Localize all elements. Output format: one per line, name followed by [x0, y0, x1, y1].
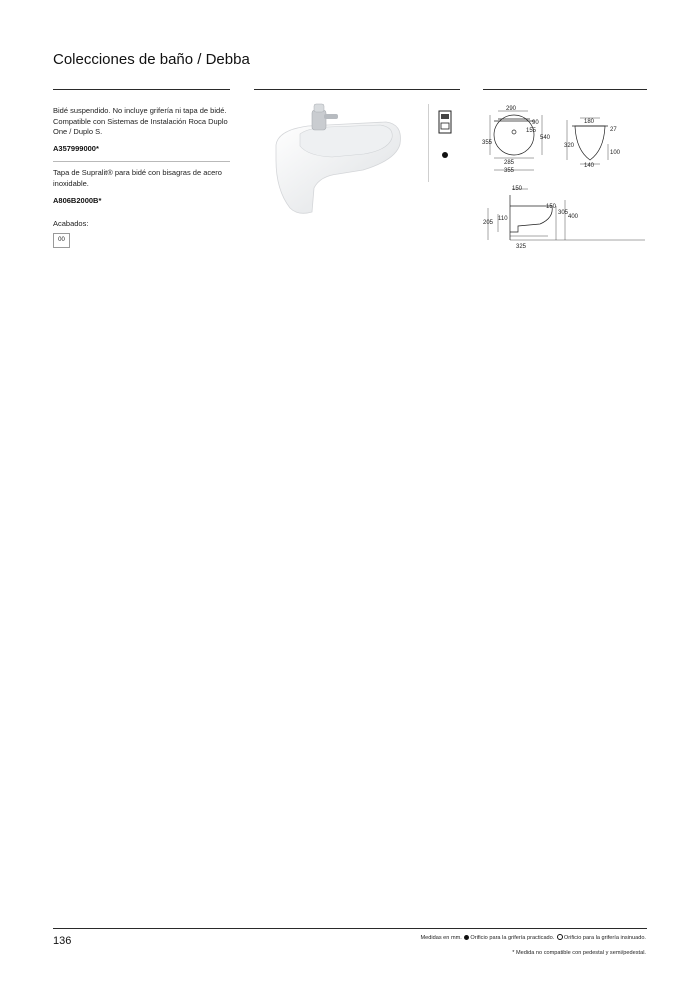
product-description-seat: Tapa de Supralit® para bidé con bisagras de acero inoxidable. [53, 168, 222, 188]
feature-icon-column [428, 104, 461, 182]
legend-drilled: Orificio para la grifería practicado. [470, 935, 555, 941]
dim-side-110: 110 [498, 216, 508, 222]
dim-top-290: 290 [506, 106, 517, 112]
legend [420, 934, 646, 941]
page-number: 136 [53, 935, 72, 947]
dim-side-150-top: 150 [512, 186, 523, 192]
dim-top-355-side: 355 [482, 140, 493, 146]
dim-side-325: 325 [516, 244, 527, 250]
dim-top-155: 155 [526, 128, 537, 134]
tap-hole-drilled-icon [440, 150, 450, 160]
product-code-seat: A806B2000B* [53, 196, 102, 205]
installation-frame-icon [435, 110, 455, 134]
dim-top-90: 90 [532, 120, 539, 126]
column-rule-right [483, 89, 647, 90]
dim-side-205: 205 [483, 220, 494, 226]
dim-side-305: 305 [558, 210, 569, 216]
dim-front-180: 180 [584, 119, 595, 125]
column-rule-middle [254, 89, 460, 90]
dim-front-100: 100 [610, 150, 621, 156]
product-description-bidet: Bidé suspendido. No incluye grifería ni tapa de bidé. Compatible con Sistemas de Instalación Roca Duplo One / Duplo S. [53, 106, 228, 136]
dim-top-540: 540 [540, 135, 551, 141]
product-code-bidet: A357999000* [53, 144, 99, 153]
hollow-circle-icon [557, 934, 563, 940]
footer-rule [53, 928, 647, 929]
finishes-label: Acabados: [53, 219, 89, 228]
dim-top-285: 285 [504, 160, 515, 166]
legend-units: Medidas en mm. [420, 935, 462, 941]
dim-front-320: 320 [564, 143, 575, 149]
page-title: Colecciones de baño / Debba [53, 51, 250, 68]
legend-marked: Orificio para la grifería insinuado. [563, 935, 646, 941]
dim-side-400: 400 [568, 214, 579, 220]
filled-circle-icon [464, 935, 469, 940]
footnote: * Medida no compatible con pedestal y semi/pedestal. [512, 950, 646, 956]
finish-swatch-00[interactable]: 00 [53, 233, 70, 248]
dim-front-27: 27 [610, 127, 617, 133]
column-rule-left [53, 89, 230, 90]
product-separator [53, 161, 230, 162]
bidet-photo [268, 100, 408, 220]
technical-drawings [480, 100, 650, 250]
dim-side-150: 150 [546, 204, 557, 210]
dim-front-140: 140 [584, 163, 595, 169]
dim-top-355: 355 [504, 168, 515, 174]
